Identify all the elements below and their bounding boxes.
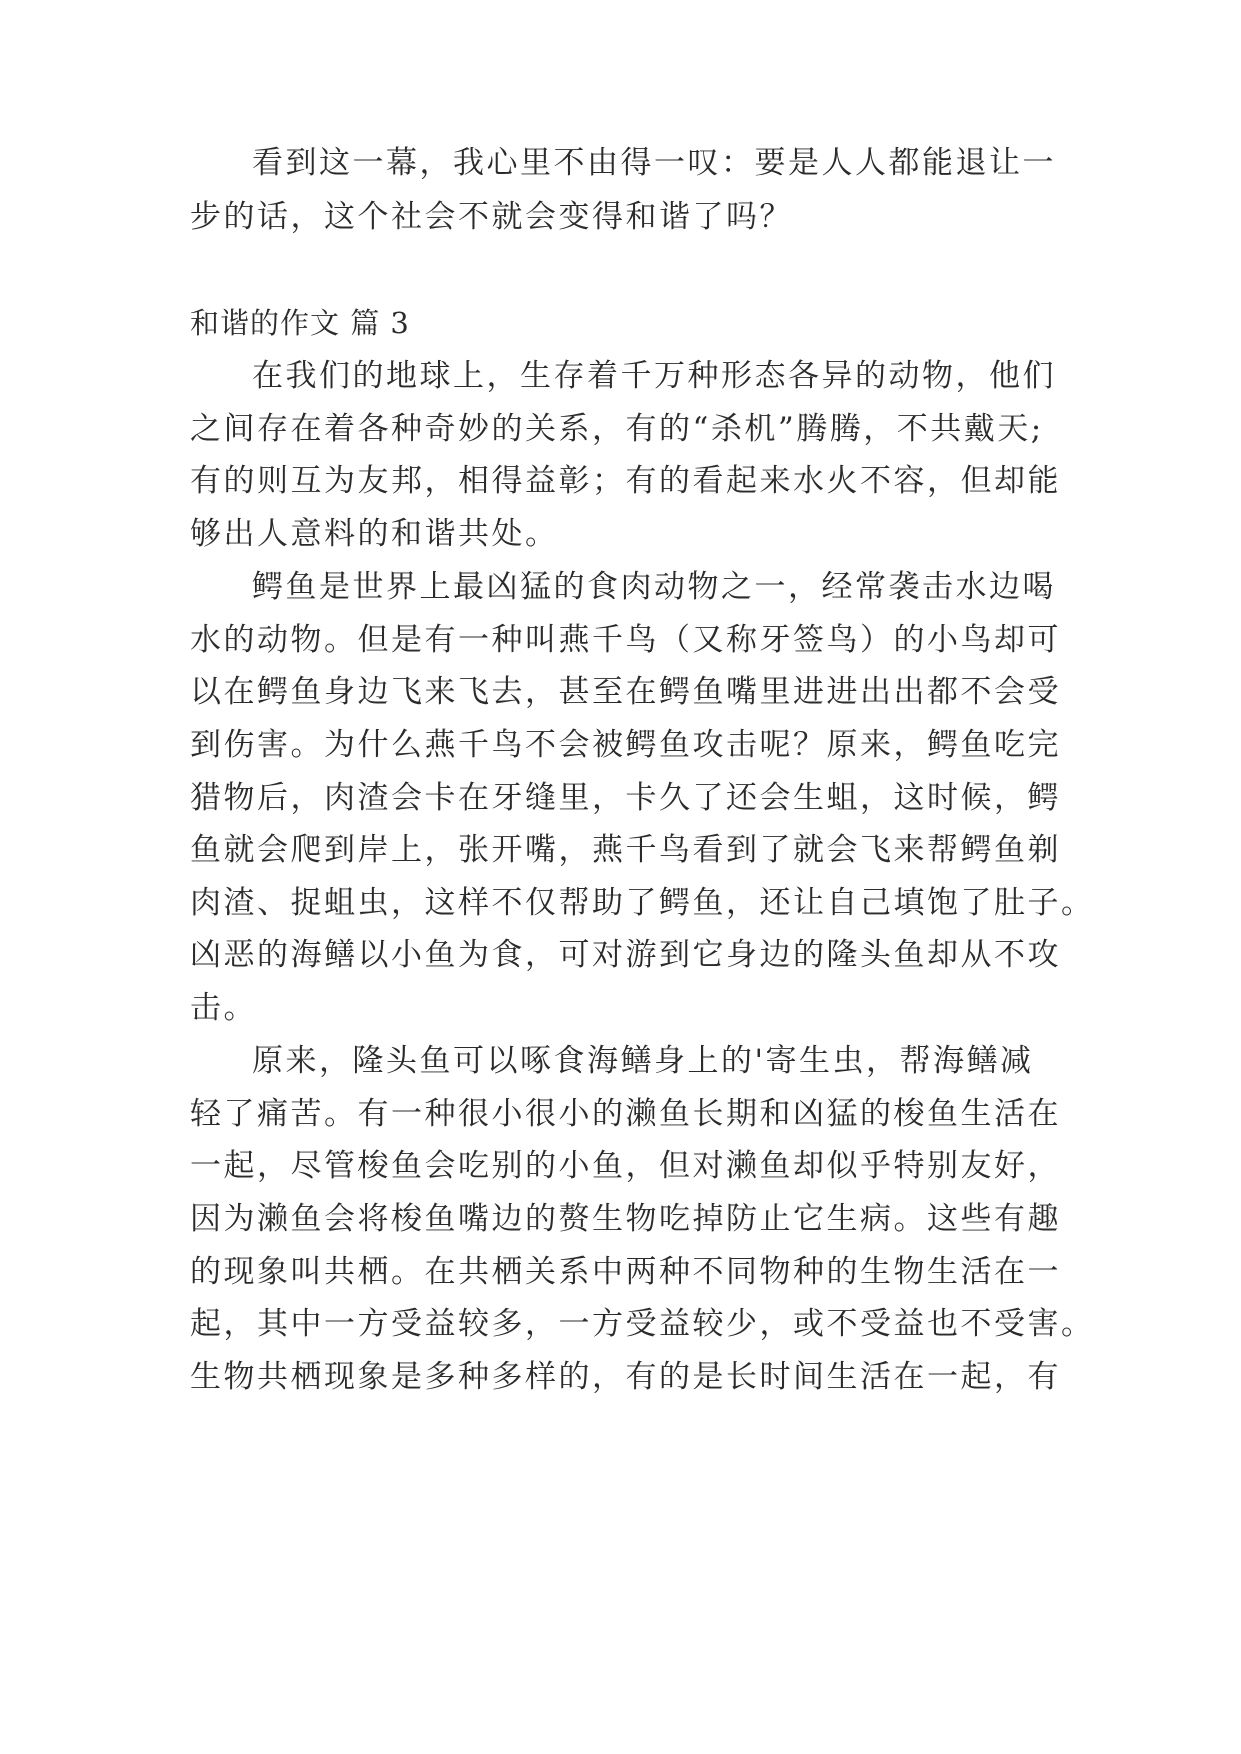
paragraph-4-line-2: 轻了痛苦。有一种很小很小的濑鱼长期和凶猛的梭鱼生活在 (190, 1096, 1061, 1132)
paragraph-1-line-1: 看到这一幕，我心里不由得一叹：要是人人都能退让一 (252, 145, 1056, 181)
paragraph-3-line-3: 以在鳄鱼身边飞来飞去，甚至在鳄鱼嘴里进进出出都不会受 (190, 674, 1061, 710)
paragraph-4-line-7: 生物共栖现象是多种多样的，有的是长时间生活在一起，有 (190, 1359, 1061, 1395)
paragraph-3-line-1: 鳄鱼是世界上最凶猛的食肉动物之一，经常袭击水边喝 (252, 569, 1056, 605)
section-heading: 和谐的作文 篇 3 (190, 306, 410, 340)
paragraph-2-line-3: 有的则互为友邦，相得益彰；有的看起来水火不容，但却能 (190, 463, 1061, 499)
paragraph-1-line-2: 步的话，这个社会不就会变得和谐了吗？ (190, 199, 793, 235)
paragraph-4-line-1: 原来，隆头鱼可以啄食海鳝身上的'寄生虫，帮海鳝减 (252, 1043, 1034, 1079)
paragraph-3-line-6: 鱼就会爬到岸上，张开嘴，燕千鸟看到了就会飞来帮鳄鱼剃 (190, 832, 1061, 868)
paragraph-4-line-5: 的现象叫共栖。在共栖关系中两种不同物种的生物生活在一 (190, 1254, 1061, 1290)
paragraph-4-line-4: 因为濑鱼会将梭鱼嘴边的赘生物吃掉防止它生病。这些有趣 (190, 1201, 1061, 1237)
paragraph-3-line-9: 击。 (190, 990, 257, 1026)
paragraph-3-line-2: 水的动物。但是有一种叫燕千鸟（又称牙签鸟）的小鸟却可 (190, 622, 1061, 658)
paragraph-3-line-5: 猎物后，肉渣会卡在牙缝里，卡久了还会生蛆，这时候，鳄 (190, 780, 1061, 816)
paragraph-2-line-1: 在我们的地球上，生存着千万种形态各异的动物，他们 (252, 358, 1056, 394)
paragraph-3-line-7: 肉渣、捉蛆虫，这样不仅帮助了鳄鱼，还让自己填饱了肚子。 (190, 885, 1095, 921)
paragraph-3-line-8: 凶恶的海鳝以小鱼为食，可对游到它身边的隆头鱼却从不攻 (190, 937, 1061, 973)
paragraph-4-line-6: 起，其中一方受益较多，一方受益较少，或不受益也不受害。 (190, 1306, 1095, 1342)
paragraph-4-line-3: 一起，尽管梭鱼会吃别的小鱼，但对濑鱼却似乎特别友好， (190, 1148, 1061, 1184)
paragraph-2-line-4: 够出人意料的和谐共处。 (190, 516, 559, 552)
paragraph-3-line-4: 到伤害。为什么燕千鸟不会被鳄鱼攻击呢？原来，鳄鱼吃完 (190, 727, 1061, 763)
paragraph-2-line-2: 之间存在着各种奇妙的关系，有的“杀机”腾腾，不共戴天; (190, 411, 1044, 447)
